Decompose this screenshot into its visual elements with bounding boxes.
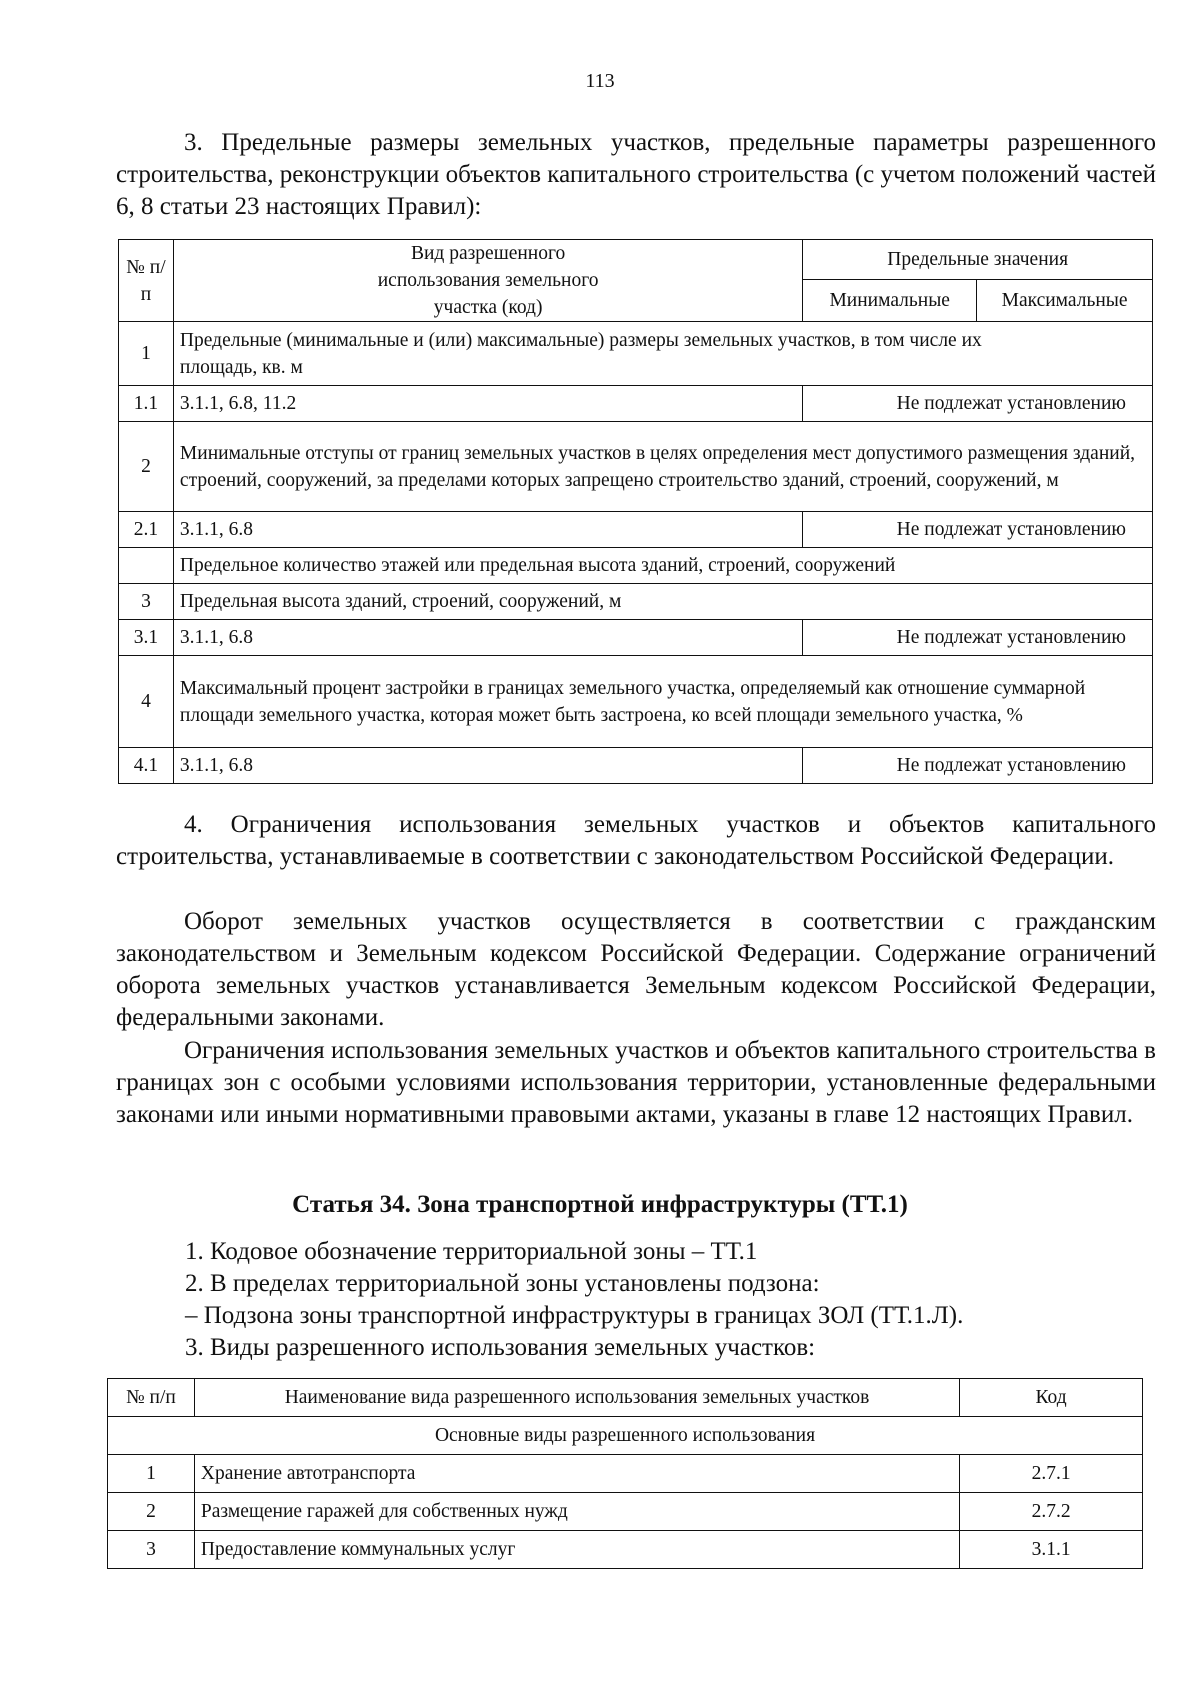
table-row (108, 1455, 1143, 1493)
limits-table (118, 239, 1153, 784)
item-2-dash: – Подзона зоны транспортной инфраструктуры в границах ЗОЛ (ТТ.1.Л). (185, 1302, 964, 1329)
header-max: Максимальные (977, 280, 1153, 322)
row-value: Не подлежат установлению (803, 620, 1153, 656)
section-3-paragraph: 3. Предельные размеры земельных участков, предельные параметры разрешенного строительства, реконструкции объектов капитального строительства (с учетом положений частей 6, 8 статьи 23 настоящих Правил): (116, 129, 1156, 220)
uses-table (107, 1378, 1143, 1569)
paragraph-turnover: Оборот земельных участков осуществляется в соответствии с гражданским законодательством и Земельным кодексом Российской Федерации. Содержание ограничений оборота земельных участков устанавливается Земельным кодексом Российской Федерации, федеральными законами. (116, 908, 1156, 1031)
paragraph-restrictions: Ограничения использования земельных участков и объектов капитального строительства в границах зон с особыми условиями использования территории, установленные федеральными законами или иными нормативными правовыми актами, указаны в главе 12 настоящих Правил. (116, 1037, 1156, 1128)
row-name: Предоставление коммунальных услуг (194, 1531, 959, 1569)
row-codes: 3.1.1, 6.8 (173, 620, 802, 656)
table-row (119, 548, 1153, 584)
article-heading: Статья 34. Зона транспортной инфраструктуры (ТТ.1) (292, 1191, 908, 1218)
item-2: 2. В пределах территориальной зоны установлены подзона: (185, 1270, 820, 1297)
row-value: Не подлежат установлению (803, 748, 1153, 784)
header-num: № п/п (108, 1379, 195, 1417)
row-code: 2.7.1 (960, 1455, 1143, 1493)
row-text: Предельная высота зданий, строений, сооружений, м (173, 584, 1152, 620)
table-row (108, 1531, 1143, 1569)
row-num: 3 (119, 584, 174, 620)
row-num: 1.1 (119, 386, 174, 422)
table-row (119, 512, 1153, 548)
row-value: Не подлежат установлению (803, 512, 1153, 548)
row-text: Максимальный процент застройки в границах земельного участка, определяемый как отношение суммарной площади земельного участка, которая может быть застроена, ко всей площади земельного участка, % (173, 656, 1152, 748)
row-codes: 3.1.1, 6.8 (173, 748, 802, 784)
row-name: Размещение гаражей для собственных нужд (194, 1493, 959, 1531)
row-code: 3.1.1 (960, 1531, 1143, 1569)
item-3: 3. Виды разрешенного использования земельных участков: (185, 1334, 816, 1361)
table-row (108, 1493, 1143, 1531)
row-text: Минимальные отступы от границ земельных участков в целях определения мест допустимого размещения зданий, строений, сооружений, за пределами которых запрещено строительство зданий, строений, сооружений, м (173, 422, 1152, 512)
row-num: 3 (108, 1531, 195, 1569)
table-row (119, 748, 1153, 784)
row-num: 2.1 (119, 512, 174, 548)
table-row (119, 656, 1153, 748)
paragraph-4: 4. Ограничения использования земельных участков и объектов капитального строительства, устанавливаемые в соответствии с законодательством Российской Федерации. (116, 811, 1156, 870)
table-row (119, 386, 1153, 422)
table-row (119, 584, 1153, 620)
item-1: 1. Кодовое обозначение территориальной зоны – ТТ.1 (185, 1238, 758, 1265)
table-row (119, 422, 1153, 512)
header-kind: Вид разрешенного использования земельного участка (код) (173, 240, 802, 322)
row-num: 4 (119, 656, 174, 748)
row-text: Предельные (минимальные и (или) максимальные) размеры земельных участков, в том числе их площадь, кв. м (173, 322, 1152, 386)
page-number: 113 (585, 70, 615, 92)
row-num: 2 (108, 1493, 195, 1531)
row-num: 2 (119, 422, 174, 512)
header-min: Минимальные (803, 280, 977, 322)
row-num: 3.1 (119, 620, 174, 656)
row-codes: 3.1.1, 6.8, 11.2 (173, 386, 802, 422)
row-codes: 3.1.1, 6.8 (173, 512, 802, 548)
row-num: 1 (108, 1455, 195, 1493)
table-row (119, 620, 1153, 656)
header-name: Наименование вида разрешенного использования земельных участков (194, 1379, 959, 1417)
row-num (119, 548, 174, 584)
row-num: 4.1 (119, 748, 174, 784)
table-row (119, 322, 1153, 386)
row-num: 1 (119, 322, 174, 386)
row-text: Предельное количество этажей или предельная высота зданий, строений, сооружений (173, 548, 1152, 584)
header-limits: Предельные значения (803, 240, 1153, 280)
row-value: Не подлежат установлению (803, 386, 1153, 422)
header-num: № п/п (119, 240, 174, 322)
header-code: Код (960, 1379, 1143, 1417)
row-code: 2.7.2 (960, 1493, 1143, 1531)
row-name: Хранение автотранспорта (194, 1455, 959, 1493)
group-header: Основные виды разрешенного использования (108, 1417, 1143, 1455)
